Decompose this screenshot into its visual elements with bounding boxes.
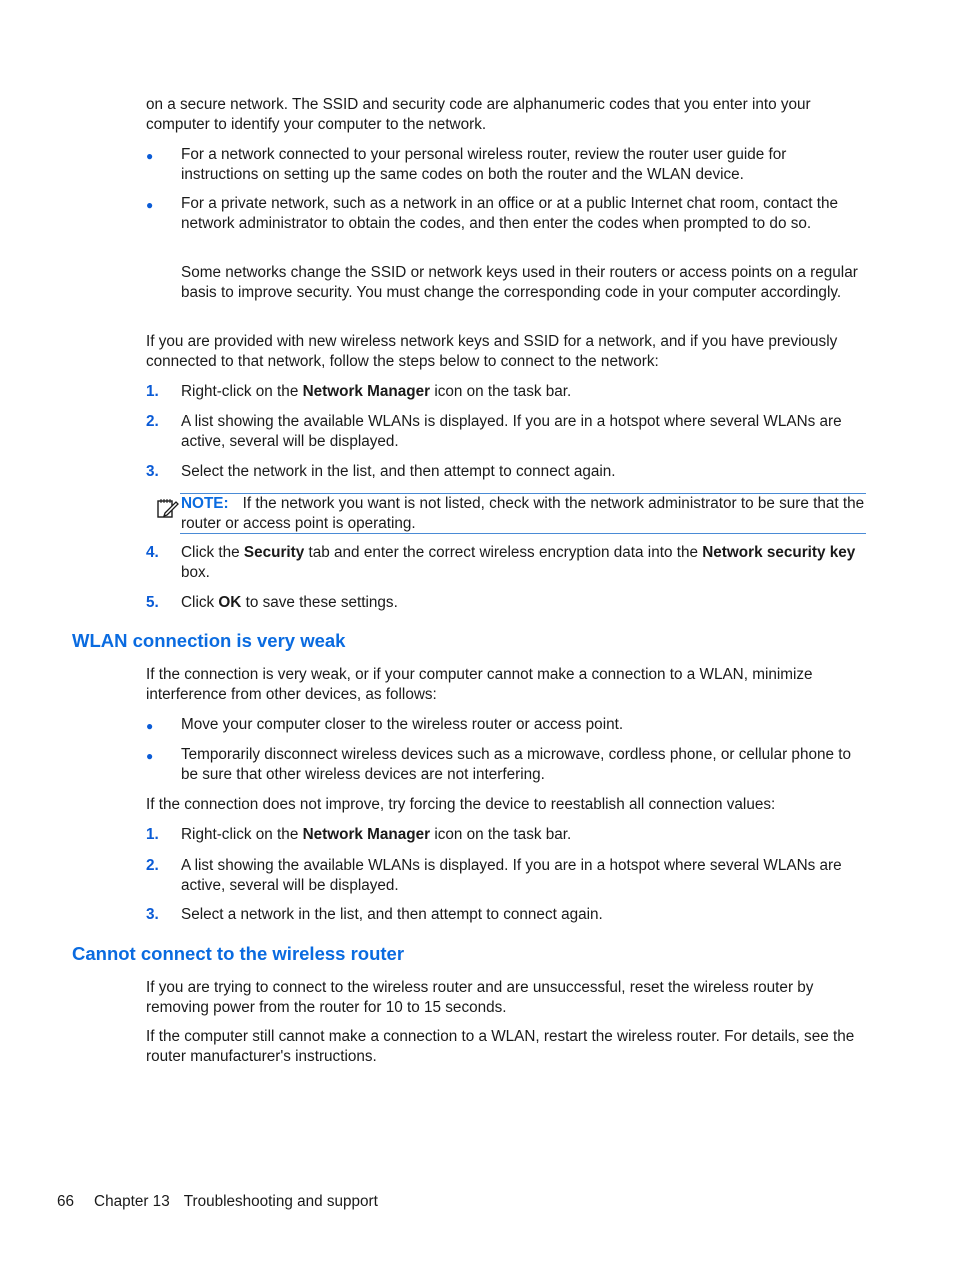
section-heading-router: Cannot connect to the wireless router — [72, 943, 405, 964]
note-text: NOTE: If the network you want is not listed, check with the network administrator to be sure that the router or access point is operating. — [181, 495, 865, 532]
bullet-sub-paragraph: Some networks change the SSID or network keys used in their routers or access points on a regular basis to improve security. You must change the corresponding code in your computer accordingly. — [181, 264, 858, 301]
step-number: 3. — [146, 463, 159, 480]
bullet-marker: ● — [146, 149, 154, 163]
steps-intro-paragraph: If you are provided with new wireless network keys and SSID for a network, and if you have previously connected to that network, follow the steps below to connect to the network: — [146, 333, 838, 370]
section-heading-weak: WLAN connection is very weak — [72, 630, 346, 651]
weak-step-3-text: Select a network in the list, and then attempt to connect again. — [181, 906, 603, 923]
step-number: 2. — [146, 857, 159, 874]
bullet-item-private-network: For a private network, such as a network in an office or at a public Internet chat room, contact the network administrator to obtain the codes, and then enter the codes when prompted to do so. — [181, 195, 838, 232]
note-box — [180, 493, 866, 534]
router-paragraph-2: If the computer still cannot make a connection to a WLAN, restart the wireless router. For details, see the router manufacturer's instructions. — [146, 1028, 855, 1065]
router-paragraph-1: If you are trying to connect to the wireless router and are unsuccessful, reset the wireless router by removing power from the router for 10 to 15 seconds. — [146, 979, 814, 1016]
weak-intro-paragraph: If the connection is very weak, or if your computer cannot make a connection to a WLAN, minimize interference from other devices, as follows: — [146, 666, 813, 703]
step-number: 1. — [146, 383, 159, 400]
bullet-marker: ● — [146, 749, 154, 763]
step-number: 1. — [146, 826, 159, 843]
bullet-marker: ● — [146, 719, 154, 733]
step-number: 3. — [146, 906, 159, 923]
note-label: NOTE: — [181, 495, 229, 512]
step-3-text: Select the network in the list, and then attempt to connect again. — [181, 463, 616, 480]
footer-chapter: Chapter 13 — [94, 1193, 170, 1210]
step-4-text: Click the Security tab and enter the correct wireless encryption data into the Network security key box. — [181, 544, 856, 581]
bullet-marker: ● — [146, 198, 154, 212]
footer-title: Troubleshooting and support — [183, 1193, 378, 1210]
weak-steps-intro: If the connection does not improve, try forcing the device to reestablish all connection values: — [146, 796, 776, 813]
step-1-text: Right-click on the Network Manager icon on the task bar. — [181, 383, 572, 400]
step-5-text: Click OK to save these settings. — [181, 594, 398, 611]
step-2-text: A list showing the available WLANs is displayed. If you are in a hotspot where several WLANs are active, several will be displayed. — [181, 413, 842, 450]
bullet-item-move-closer: Move your computer closer to the wireless router or access point. — [181, 716, 624, 733]
weak-step-2-text: A list showing the available WLANs is displayed. If you are in a hotspot where several WLANs are active, several will be displayed. — [181, 857, 842, 894]
page-footer — [57, 1192, 378, 1212]
step-number: 5. — [146, 594, 159, 611]
step-number: 4. — [146, 544, 159, 561]
bullet-item-router-guide: For a network connected to your personal wireless router, review the router user guide for instructions on setting up the same codes on both the router and the WLAN device. — [181, 146, 787, 183]
bullet-item-disconnect: Temporarily disconnect wireless devices such as a microwave, cordless phone, or cellular phone to be sure that other wireless devices are not interfering. — [181, 746, 851, 783]
note-pencil-icon — [156, 496, 180, 520]
intro-paragraph: on a secure network. The SSID and security code are alphanumeric codes that you enter into your computer to identify your computer to the network. — [146, 96, 811, 133]
step-number: 2. — [146, 413, 159, 430]
weak-step-1-text: Right-click on the Network Manager icon on the task bar. — [181, 826, 572, 843]
page-number: 66 — [57, 1193, 75, 1210]
